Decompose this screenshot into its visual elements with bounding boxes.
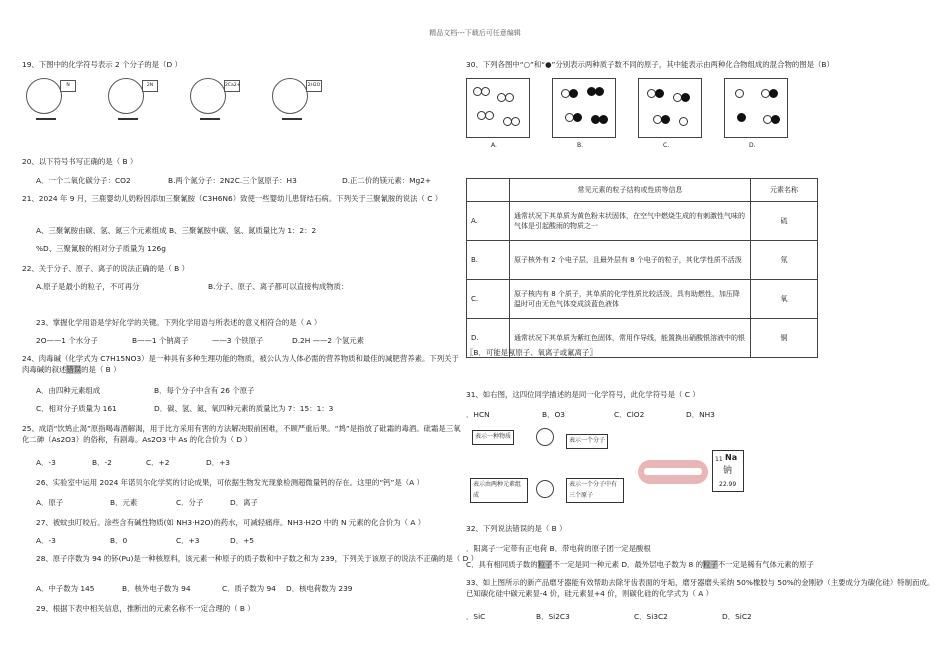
q23-option-c: ——3 个铁原子 <box>212 336 264 345</box>
question-26: 26、实验室中运用 2024 年诺贝尔化学奖的讨论成果，可依据生物发光现象检测超微量钙的存在。这里的“钙”是（A ） <box>36 478 424 487</box>
q32-option-ab: ．阳离子一定带有正电荷 B．带电荷的原子团一定是酸根 <box>466 544 651 553</box>
atomic-mass: 22.99 <box>719 481 737 488</box>
table-cell: 原子核外有 2 个电子层，且最外层有 8 个电子的粒子，其化学性质不活泼 <box>510 241 751 280</box>
q33-option-a: ．SiC <box>466 612 486 621</box>
globe-icon <box>26 78 62 114</box>
symbol-card: 2N <box>142 80 158 92</box>
feet-icon <box>200 112 220 120</box>
element-name: 钠 <box>723 466 733 476</box>
question-30: 30、下列各图中“○”和“●”分别表示两种质子数不同的原子，其中能表示由两种化合物组成的混合物的图是（B） <box>466 60 834 69</box>
symbol-card: 2H2O <box>306 80 322 92</box>
q19-figure-b <box>104 74 172 120</box>
q24-option-c: C．相对分子质量为 161 <box>36 404 117 413</box>
table-row <box>467 241 818 280</box>
table-cell: B. <box>467 241 510 280</box>
q30-label-c: C. <box>663 142 670 149</box>
q21-options: A、三聚氰胺由碳、氢、氮三个元素组成 B、三聚氰胺中碳、氢、氮质量比为 1：2：2 <box>36 226 317 235</box>
table-note: 〖B．可能是氖原子、氧离子或氟离子〗 <box>466 348 597 357</box>
table-row <box>467 202 818 241</box>
white-atom <box>735 89 744 98</box>
question-19: 19、下图中的化学符号表示 2 个分子的是（D ） <box>22 60 182 69</box>
black-atom <box>769 89 778 98</box>
question-33: 33、如上图所示的新产品磨牙器能有效帮助去除牙齿表面的牙垢，磨牙器磨头采纳 50%橡胶与 50%的金刚砂（主要成分为碳化硅）特制而成。已知碳化硅中碳元素显-4 价，硅元素显+4 价，则碳化硅的化学式为（ A ） <box>466 578 935 598</box>
q27-option-c: C．+3 <box>176 536 200 545</box>
q25-option-d: D．+3 <box>206 458 230 467</box>
q24-option-a: A．由四种元素组成 <box>36 386 101 395</box>
q19-figure-a <box>22 74 90 120</box>
question-28: 28、原子序数为 94 的钚(Pu)是一种核原料，该元素一种原子的质子数和中子数之和为 239，下列关于该原子的说法不正确的是（ D ） <box>36 554 479 563</box>
q28-option-c: C．质子数为 94 <box>222 584 276 593</box>
symbol-card: N <box>60 80 76 92</box>
table-cell: C. <box>467 280 510 319</box>
q30-box-b <box>552 78 616 149</box>
q30-label-a: A. <box>491 142 497 149</box>
table-header-cell <box>467 179 510 202</box>
globe-icon <box>190 78 226 114</box>
black-atom <box>595 87 604 96</box>
table-header-cell: 元素名称 <box>751 179 818 202</box>
white-atom <box>511 117 520 126</box>
q31-option-d: D．NH3 <box>686 410 715 419</box>
q27-option-d: D．+5 <box>230 536 254 545</box>
q24-option-d: D．碳、氢、氮、氧四种元素的质量比为 7：15：1：3 <box>154 404 334 413</box>
black-atom <box>599 115 608 124</box>
table-cell: D. <box>467 319 510 358</box>
black-atom <box>661 115 670 124</box>
question-31: 31、如右图，这四位同学描述的是同一化学符号，此化学符号是（ C ） <box>466 390 700 399</box>
sodium-element-tile <box>712 450 744 492</box>
q25-option-c: C．+2 <box>146 458 170 467</box>
black-atom <box>681 93 690 102</box>
highlight-mark: 粒子 <box>537 560 553 569</box>
q31-cartoon <box>466 424 738 520</box>
speech-bubble: 表示由两种元素组成 <box>470 478 528 503</box>
black-atom <box>573 113 582 122</box>
speech-bubble: 表示一个分子中有三个原子 <box>566 478 624 503</box>
q28-option-a: A．中子数为 145 <box>36 584 95 593</box>
symbol-card: 2Ca2+ <box>224 80 240 92</box>
student-face-icon <box>536 480 554 498</box>
q30-label-b: B. <box>577 142 584 149</box>
black-atom <box>569 89 578 98</box>
q21-option-d: %D、三聚氰胺的相对分子质量为 126g <box>36 244 166 253</box>
speech-bubble: 表示一个分子 <box>566 434 608 449</box>
feet-icon <box>118 112 138 120</box>
table-cell: 氖 <box>751 241 818 280</box>
q30-label-d: D. <box>749 142 756 149</box>
q25-option-a: A．-3 <box>36 458 56 467</box>
q25-option-b: B．-2 <box>92 458 112 467</box>
question-21: 21、2024 年 9 月，三鹿婴幼儿奶粉因添加三聚氰胺（C3H6N6）致使一些婴幼儿患肾结石病。下列关于三聚氰胺的说法（ C ） <box>22 194 443 203</box>
black-atom <box>655 89 664 98</box>
q19-figure-d <box>268 74 336 120</box>
highlight-mark: 错误 <box>66 364 82 374</box>
q30-box-a <box>466 78 530 149</box>
q33-option-c: C．Si3C2 <box>634 612 668 621</box>
q26-option-b: B．元素 <box>110 498 138 507</box>
q30-box-c <box>638 78 702 149</box>
globe-icon <box>108 78 144 114</box>
question-27: 27、被蚊虫叮咬后。涂些含有碱性物质(如 NH3·H2O)的药水，可减轻痛痒。NH3·H2O 中的 N 元素的化合价为（ A ） <box>36 518 426 527</box>
black-atom <box>737 113 746 122</box>
question-25: 25、成语“饮鸩止渴”原指喝毒酒解渴，用于比方采用有害的方法解决眼前困难，不顾严重后果。“鸩”是指放了砒霜的毒酒。砒霜是三氧化二砷（As2O3）的俗称，有剧毒。As2O3 中 As 的化合价为（ D ） <box>22 424 461 444</box>
speech-bubble: 表示一种物质 <box>472 430 514 445</box>
question-23: 23、掌握化学用语是学好化学的关键。下列化学用语与所表述的意义相符合的是（ A ） <box>36 318 322 327</box>
atomic-number: 11 <box>715 456 723 463</box>
q23-option-d: D.2H ——2 个氢元素 <box>292 336 365 345</box>
q30-molecule-boxes <box>466 78 810 149</box>
white-atom <box>485 111 494 120</box>
q24-option-b: B．每个分子中含有 26 个原子 <box>154 386 255 395</box>
question-24: 24、肉毒碱（化学式为 C7H15NO3）是一种具有多种生理功能的物质，被公认为人体必需的营养物质和最佳的减肥营养素。下列关于肉毒碱的叙述错误的是（ B ） <box>22 354 459 374</box>
teeth-photo <box>638 460 708 484</box>
q33-option-d: D．SiC2 <box>722 612 752 621</box>
q19-figures <box>22 74 350 120</box>
table-cell: A. <box>467 202 510 241</box>
table-cell: 硫 <box>751 202 818 241</box>
q23-option-b: B——1 个钠离子 <box>132 336 189 345</box>
q32-option-cd: C．具有相同质子数的粒子不一定是同一种元素 D．最外层电子数为 8 的粒子不一定是稀有气体元素的原子 <box>466 560 814 569</box>
student-face-icon <box>536 428 554 446</box>
teeth-icon <box>644 468 702 475</box>
q22-option-b: B.分子、原子、离子都可以直接构成物质： <box>208 282 349 291</box>
q31-option-b: B．O3 <box>542 410 565 419</box>
table-row <box>467 280 818 319</box>
q30-box-d <box>724 78 788 149</box>
q20-option-a: A．一个二氧化碳分子：CO2 <box>36 176 131 185</box>
element-info-table <box>466 178 818 358</box>
globe-icon <box>272 78 308 114</box>
q26-option-a: A．原子 <box>36 498 64 507</box>
q28-option-d: D．核电荷数为 239 <box>286 584 353 593</box>
question-22: 22、关于分子、原子、离子的说法正确的是（ B ） <box>22 264 189 273</box>
table-cell: 铜 <box>751 319 818 358</box>
page-header: 精品文档---下载后可任意编辑 <box>429 29 521 37</box>
table-header-cell: 常见元素的粒子结构或性质等信息 <box>510 179 751 202</box>
feet-icon <box>36 112 56 120</box>
q27-option-a: A．-3 <box>36 536 56 545</box>
q20-option-b: B.两个氮分子：2N2C.三个氢原子：H3 <box>168 176 297 185</box>
white-atom <box>679 117 688 126</box>
q19-figure-c <box>186 74 254 120</box>
q22-option-a: A.原子是最小的粒子，不可再分 <box>36 282 140 291</box>
q20-option-d: D.正二价的镁元素：Mg2+ <box>342 176 432 185</box>
q33-option-b: B．Si2C3 <box>536 612 570 621</box>
table-cell: 原子核内有 8 个质子，其单质的化学性质比较活泼，具有助燃性，加压降温时可由无色气体变成淡蓝色液体 <box>510 280 751 319</box>
feet-icon <box>282 112 302 120</box>
element-symbol: Na <box>725 453 738 462</box>
white-atom <box>505 93 514 102</box>
table-cell: 通常状况下其单质为黄色粉末状固体，在空气中燃烧生成的有刺激性气味的气体是引起酸雨的物质之一 <box>510 202 751 241</box>
table-cell: 通常状况下其单质为紫红色固体，常用作导线，能置换出硝酸银溶液中的银 <box>510 319 751 358</box>
black-atom <box>771 115 780 124</box>
question-29: 29、根据下表中相关信息，推断出的元素名称不一定合理的（ B ） <box>36 604 255 613</box>
table-header-row <box>467 179 818 202</box>
q27-option-b: B．0 <box>110 536 128 545</box>
q23-option-a: 2O——1 个水分子 <box>36 336 98 345</box>
q28-option-b: B．核外电子数为 94 <box>122 584 191 593</box>
question-32: 32、下列说法错误的是（ B ） <box>466 524 567 533</box>
q31-option-c: C．ClO2 <box>614 410 645 419</box>
q31-option-a: ．HCN <box>466 410 490 419</box>
q26-option-c: C．分子 <box>176 498 204 507</box>
q26-option-d: D．离子 <box>230 498 258 507</box>
white-atom <box>481 87 490 96</box>
highlight-mark: 粒子 <box>702 560 718 569</box>
question-20: 20、以下符号书写正确的是（ B ） <box>22 157 138 166</box>
table-cell: 氧 <box>751 280 818 319</box>
